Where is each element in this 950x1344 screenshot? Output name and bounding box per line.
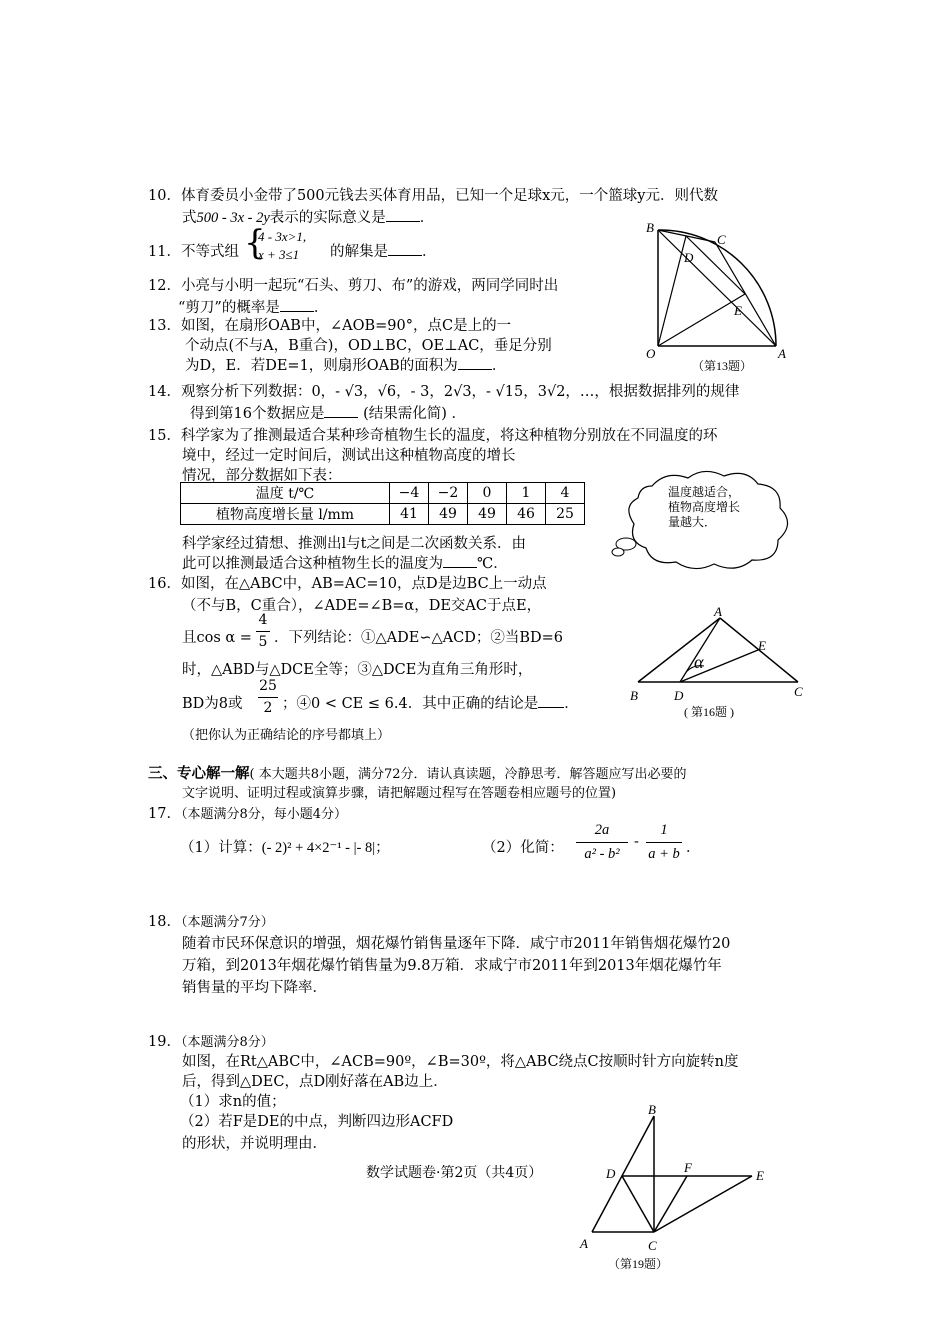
- section3-desc-1: ( 本大题共8小题，满分72分．请认真读题，冷静思考．解答题应写出必要的: [249, 767, 687, 782]
- q19-label-c: C: [648, 1238, 657, 1253]
- q17-head: [148, 802, 347, 823]
- q13-label-o: O: [646, 346, 656, 361]
- table-cell: 41: [390, 504, 429, 525]
- q16-fraction-2-denominator: 2: [263, 700, 273, 716]
- q10-expression: 500 - 3x - 2y: [196, 210, 270, 226]
- q13-label-d: D: [684, 250, 694, 265]
- q12-answer-blank[interactable]: [280, 297, 314, 312]
- q19-figure: [576, 1096, 776, 1276]
- table-cell: −2: [429, 483, 468, 504]
- q19-label-f: F: [684, 1160, 692, 1175]
- q13-line-oe: [658, 294, 745, 346]
- q10-line2: [182, 206, 434, 227]
- q17-fraction-numerator: 2a: [594, 822, 610, 838]
- q16-label-c: C: [794, 684, 803, 699]
- q13-line-ca: [715, 242, 776, 346]
- q14-answer-blank[interactable]: [324, 403, 358, 418]
- q13-label-e: E: [734, 303, 742, 318]
- q15-answer-blank[interactable]: [443, 553, 477, 568]
- q11-answer-blank[interactable]: [388, 241, 422, 256]
- q17-minus: -: [634, 834, 639, 850]
- q19-sub-1: （1）求n的值；: [180, 1094, 286, 1110]
- q13-answer-blank[interactable]: [458, 355, 492, 370]
- q16-label-d: D: [674, 688, 684, 703]
- q11-brace: {: [244, 223, 266, 263]
- q19-line-ec: [654, 1176, 752, 1232]
- q16-figure: [624, 604, 814, 724]
- q19-label-a: A: [580, 1236, 588, 1251]
- q10-text-2a: 式: [182, 210, 197, 226]
- q16-line5b: [282, 692, 579, 713]
- q17-fraction2-bar: [646, 842, 682, 843]
- section3-title: 三、专心解一解: [148, 766, 250, 782]
- q14-text-1: 观察分析下列数据：0，- √3，√6，- 3，2√3，- √15，3√2，…，根据数据排列的规律: [180, 384, 740, 400]
- q13-line-ba: [658, 230, 776, 346]
- q13-line-od: [658, 236, 686, 346]
- q17-points: （本题满分8分，每小题4分）: [180, 807, 347, 822]
- table-cell: 1: [507, 483, 546, 504]
- section3-desc-2: 文字说明、证明过程或演算步骤，请把解题过程写在答题卷相应题号的位置): [182, 786, 617, 801]
- q17-part1-label: （1）计算：: [180, 840, 262, 856]
- q13-number: 13．: [148, 318, 181, 334]
- q16-line-ab: [638, 618, 720, 682]
- q16-text-5b: ；④0 < CE ≤ 6.4．其中正确的结论是: [282, 696, 539, 712]
- q13-label-c: C: [717, 232, 726, 247]
- q17-fraction-bar: [576, 842, 628, 843]
- q17-fraction2-denominator: a + b: [648, 846, 680, 862]
- q16-text-1: 如图，在△ABC中，AB=AC=10，点D是边BC上一动点: [180, 576, 547, 592]
- q16-end: ．: [564, 696, 579, 712]
- q11-number: 11．: [148, 244, 181, 260]
- q10-text-2b: 表示的实际意义是: [269, 210, 386, 226]
- q16-caption: ( 第16题 ): [684, 705, 734, 719]
- q13-label-a: A: [778, 346, 786, 361]
- q16-fraction-1-numerator: 4: [258, 612, 268, 628]
- q19-line-fc: [654, 1176, 687, 1232]
- q17-expression-1: (- 2)² + 4×2⁻¹ - |- 8|；: [261, 840, 390, 856]
- q16-fraction-1-denominator: 5: [258, 634, 268, 650]
- q18-points: （本题满分7分）: [180, 915, 274, 930]
- q17-number: 17．: [148, 806, 181, 822]
- q16-number: 16．: [148, 576, 181, 592]
- q12-text-2: “剪刀”的概率是: [178, 300, 280, 316]
- q16-text-3a: 且cos α =: [182, 630, 252, 646]
- q18-text-1: 随着市民环保意识的增强，烟花爆竹销售量逐年下降．咸宁市2011年销售烟花爆竹20: [182, 936, 731, 952]
- q19-head: [148, 1030, 274, 1051]
- page-footer: 数学试题卷·第2页（共4页）: [366, 1165, 543, 1181]
- q16-label-b: B: [630, 688, 638, 703]
- q16-fraction-1-bar: [256, 631, 270, 632]
- q15-data-table: [180, 482, 585, 525]
- q19-number: 19．: [148, 1034, 181, 1050]
- q11-line: [148, 240, 239, 261]
- q19-text-2: 后，得到△DEC，点D刚好落在AB边上．: [182, 1074, 448, 1090]
- q15-text-2: 境中，经过一定时间后，测试出这种植物高度的增长: [182, 448, 516, 464]
- q12-end: ．: [313, 300, 329, 316]
- q11-inequality-2: x + 3≤1: [258, 247, 300, 262]
- q18-head: [148, 910, 274, 931]
- table-cell: 46: [507, 504, 546, 525]
- cloud-text-2: 植物高度增长: [668, 500, 741, 514]
- q13-text-2: 个动点(不与A，B重合)，OD⊥BC，OE⊥AC，垂足分别: [185, 338, 552, 354]
- q15-number: 15．: [148, 428, 181, 444]
- q12-number: 12．: [148, 278, 181, 294]
- q19-sub-3: 的形状，并说明理由．: [182, 1136, 327, 1152]
- q14-line2: [190, 402, 466, 423]
- q15-text-5b: ℃．: [477, 556, 508, 572]
- q16-line-de: [680, 650, 758, 682]
- q16-text-6: （把你认为正确结论的序号都填上）: [182, 728, 391, 743]
- q13-line1: [148, 314, 511, 335]
- q17-fraction2-numerator: 1: [660, 822, 668, 838]
- q17-part2-label: （2）化简：: [482, 840, 564, 856]
- table-row: [181, 504, 585, 525]
- q19-points: （本题满分8分）: [180, 1035, 274, 1050]
- q13-end: ．: [491, 358, 507, 374]
- q19-line-dc: [622, 1176, 654, 1232]
- q19-text-1: 如图，在Rt△ABC中，∠ACB=90º，∠B=30º，将△ABC绕点C按顺时针方向旋转n度: [182, 1054, 739, 1070]
- cloud-text-3: 量越大．: [668, 515, 717, 529]
- cloud-bubble: [612, 548, 624, 556]
- table-cell: 49: [429, 504, 468, 525]
- q16-answer-blank[interactable]: [538, 693, 564, 708]
- q19-label-e: E: [756, 1168, 764, 1183]
- q13-figure: [640, 218, 800, 378]
- q15-text-1: 科学家为了推测最适合某种珍奇植物生长的温度，将这种植物分别放在不同温度的环: [180, 428, 718, 444]
- q12-text-1: 小亮与小明一起玩“石头、剪刀、布”的游戏，两同学同时出: [180, 278, 559, 294]
- q14-line1: [148, 380, 739, 401]
- q13-line3: [185, 354, 506, 375]
- q18-number: 18．: [148, 914, 181, 930]
- q19-label-b: B: [648, 1102, 656, 1117]
- cloud-text-1: 温度越适合，: [668, 485, 741, 499]
- q15-text-4: 科学家经过猜想、推测出l与t之间是二次函数关系．由: [182, 536, 526, 552]
- q15-cloud: [606, 466, 802, 576]
- q14-end: ．: [451, 406, 466, 422]
- q15-line5: [182, 552, 508, 573]
- table-cell: 4: [546, 483, 585, 504]
- q11-text-a: 不等式组: [180, 244, 239, 260]
- q16-fraction-2-bar: [258, 697, 278, 698]
- q17-part1: [180, 836, 390, 857]
- table-header-growth: 植物高度增长量 l/mm: [181, 504, 390, 525]
- q19-sub-2: （2）若F是DE的中点，判断四边形ACFD: [180, 1114, 454, 1130]
- q10-end: ．: [419, 210, 435, 226]
- table-row: [181, 483, 585, 504]
- q16-text-5a: BD为8或: [182, 696, 243, 712]
- q16-label-alpha: α: [694, 652, 704, 672]
- q15-line1: [148, 424, 717, 445]
- q15-text-3: 情况，部分数据如下表：: [182, 468, 342, 484]
- q18-text-3: 销售量的平均下降率．: [182, 980, 327, 996]
- section3-header: [148, 762, 687, 783]
- q13-caption: （第13题）: [692, 359, 753, 373]
- table-header-temperature: 温度 t/℃: [181, 483, 390, 504]
- q10-answer-blank[interactable]: [386, 207, 420, 222]
- table-cell: 0: [468, 483, 507, 504]
- q11-end: ．: [422, 244, 437, 260]
- q11-inequality-1: 4 - 3x>1,: [258, 229, 307, 244]
- q16-text-2: （不与B，C重合），∠ADE=∠B=α，DE交AC于点E，: [182, 598, 542, 614]
- q10-number: 10．: [148, 188, 181, 204]
- q19-label-d: D: [606, 1166, 616, 1181]
- q11-text-b: 的解集是: [330, 244, 388, 260]
- q14-text-2b: (结果需化简): [363, 406, 447, 422]
- q10-text-1: 体育委员小金带了500元钱去买体育用品，已知一个足球x元，一个篮球y元．则代数: [180, 188, 718, 204]
- q16-fraction-2-numerator: 25: [259, 678, 277, 694]
- table-cell: −4: [390, 483, 429, 504]
- q17-fraction-denominator: a² - b²: [584, 846, 620, 862]
- q16-text-4: 时，△ABD与△DCE全等；③△DCE为直角三角形时，: [182, 662, 533, 678]
- q13-text-3: 为D，E．若DE=1，则扇形OAB的面积为: [185, 358, 458, 374]
- q18-text-2: 万箱，到2013年烟花爆竹销售量为9.8万箱．求咸宁市2011年到2013年烟花爆竹年: [182, 958, 722, 974]
- q13-text-1: 如图，在扇形OAB中，∠AOB=90°，点C是上的一: [180, 318, 512, 334]
- q12-line1: [148, 274, 558, 295]
- q16-line-ad: [680, 618, 720, 682]
- q16-text-3b: ．下列结论：①△ADE∽△ACD；②当BD=6: [274, 630, 563, 646]
- q17-end: ．: [686, 840, 701, 856]
- q19-caption: （第19题）: [608, 1257, 669, 1271]
- q16-label-e: E: [758, 638, 766, 653]
- q14-number: 14．: [148, 384, 181, 400]
- q14-text-2a: 得到第16个数据应是: [190, 406, 325, 422]
- q10-line1: [148, 184, 718, 205]
- q16-label-a: A: [714, 604, 722, 619]
- q11-line-b: [330, 240, 437, 261]
- q15-text-5a: 此可以推测最适合这种植物生长的温度为: [182, 556, 443, 572]
- table-cell: 25: [546, 504, 585, 525]
- table-cell: 49: [468, 504, 507, 525]
- q16-line1: [148, 572, 547, 593]
- q13-label-b: B: [646, 220, 654, 235]
